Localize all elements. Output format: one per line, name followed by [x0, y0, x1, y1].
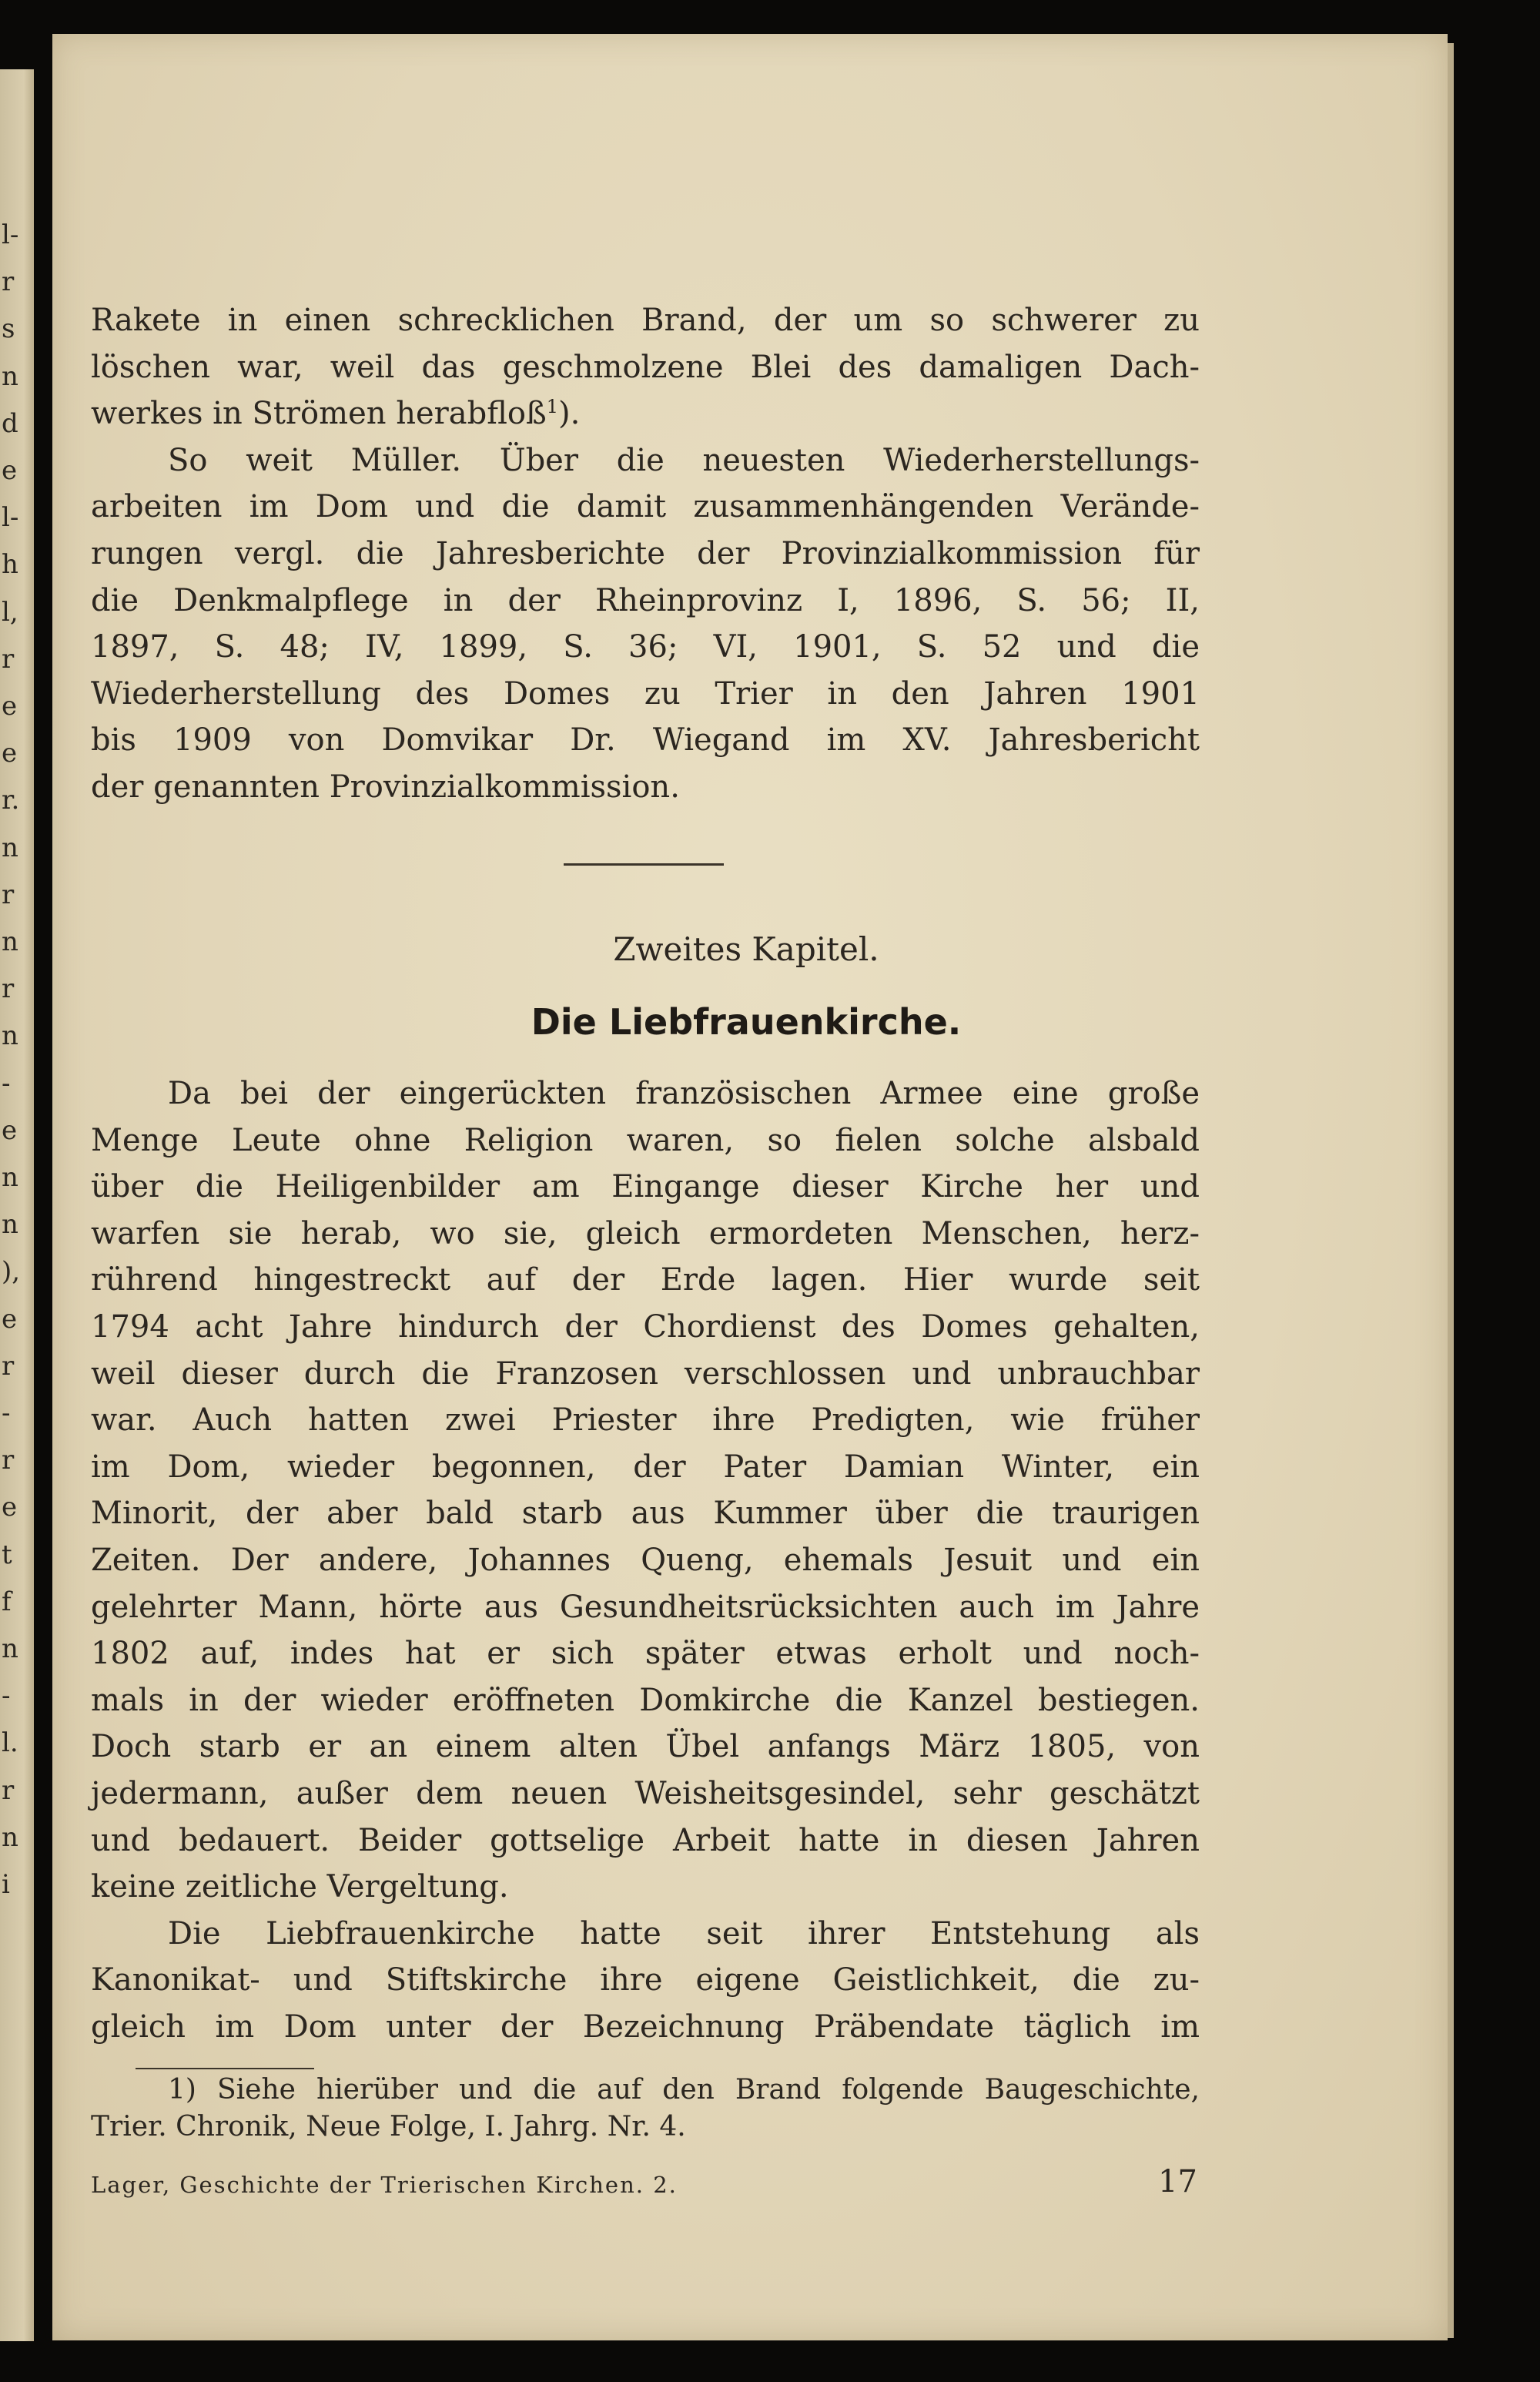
text-line: bis 1909 von Domvikar Dr. Wiegand im XV. Jahresbericht [91, 722, 1200, 759]
previous-page-letter: r [2, 1774, 15, 1806]
footnote-reference: 1 [546, 396, 558, 418]
previous-page-letter: l. [2, 1727, 18, 1759]
previous-page-letter: e [2, 1492, 18, 1523]
text-line: keine zeitliche Vergeltung. [91, 1869, 509, 1905]
previous-page-letter: e [2, 691, 18, 722]
chapter-title: Die Liebfrauenkirche. [531, 1001, 962, 1043]
previous-page-letter: i [2, 1869, 10, 1900]
previous-page-letter: n [2, 1821, 18, 1853]
text-line: 1794 acht Jahre hindurch der Chordienst des Domes gehalten, [91, 1308, 1200, 1345]
text-line: gelehrter Mann, hörte aus Gesundheitsrücksichten auch im Jahre [91, 1589, 1200, 1625]
previous-page-letter: - [2, 1680, 11, 1712]
chapter-label: Zweites Kapitel. [613, 930, 879, 968]
text-line: So weit Müller. Über die neuesten Wiederherstellungs- [168, 442, 1200, 478]
text-line: Die Liebfrauenkirche hatte seit ihrer Entstehung als [168, 1915, 1200, 1951]
text-line: Minorit, der aber bald starb aus Kummer über die traurigen [91, 1496, 1200, 1532]
previous-page-letter: r [2, 643, 15, 675]
text-line: rungen vergl. die Jahresberichte der Provinzialkommission für [91, 535, 1200, 571]
previous-page-letter: n [2, 1162, 18, 1193]
text-line: Zeiten. Der andere, Johannes Queng, ehemals Jesuit und ein [91, 1542, 1200, 1578]
previous-page-letter: r [2, 879, 15, 910]
text-line: jedermann, außer dem neuen Weisheitsgesindel, sehr geschätzt [91, 1775, 1200, 1811]
footnote-line: 1) Siehe hierüber und die auf den Brand folgende Baugeschichte, [168, 2074, 1200, 2106]
footnote [91, 2072, 1200, 2146]
previous-page-letter: r. [2, 785, 20, 816]
previous-page-letter: n [2, 1020, 18, 1052]
text-line: löschen war, weil das geschmolzene Blei des damaligen Dach- [91, 349, 1200, 385]
text-line: mals in der wieder eröffneten Domkirche die Kanzel bestiegen. [91, 1682, 1200, 1718]
previous-page-letter: f [2, 1586, 12, 1617]
continued-paragraph [91, 297, 1200, 811]
previous-page-letter: n [2, 360, 18, 392]
text-line: warfen sie herab, wo sie, gleich ermordeten Menschen, herz- [91, 1215, 1200, 1251]
previous-page-letter: l- [2, 502, 19, 534]
previous-page-letter: e [2, 455, 18, 486]
previous-page-letter: r [2, 1350, 15, 1382]
signature-line: Lager, Geschichte der Trierischen Kirchen. 2. [91, 2172, 678, 2198]
text-line: Menge Leute ohne Religion waren, so fielen solche alsbald [91, 1122, 1200, 1158]
text-line: der genannten Provinzialkommission. [91, 769, 680, 805]
section-divider [564, 863, 724, 866]
previous-page-letter: t [2, 1539, 12, 1570]
footnote-marker: 1) [168, 2074, 196, 2106]
text-line: weil dieser durch die Franzosen verschlossen und unbrauchbar [91, 1355, 1200, 1392]
previous-page-letter: - [2, 1398, 11, 1429]
footnote-rule [136, 2068, 314, 2069]
previous-page-letters [0, 0, 34, 2382]
text-line: und bedauert. Beider gottselige Arbeit hatte in diesen Jahren [91, 1822, 1200, 1858]
previous-page-letter: l, [2, 596, 18, 628]
previous-page-letter: e [2, 738, 18, 769]
page-number: 17 [1158, 2164, 1197, 2199]
chapter-body [91, 1070, 1200, 2050]
text-line: rührend hingestreckt auf der Erde lagen. Hier wurde seit [91, 1262, 1200, 1298]
text-line: gleich im Dom unter der Bezeichnung Präbendate täglich im [91, 2008, 1200, 2045]
text-line: arbeiten im Dom und die damit zusammenhängenden Verände- [91, 489, 1200, 525]
text-line: Da bei der eingerückten französischen Armee eine große [168, 1076, 1200, 1111]
previous-page-letter: l- [2, 219, 19, 250]
previous-page-letter: - [2, 1067, 11, 1099]
previous-page-letter: e [2, 1303, 18, 1335]
previous-page-letter: r [2, 266, 15, 298]
text-line: Rakete in einen schrecklichen Brand, der um so schwerer zu [91, 303, 1200, 338]
previous-page-letter: n [2, 926, 18, 957]
text-line: Wiederherstellung des Domes zu Trier in den Jahren 1901 [91, 675, 1200, 712]
previous-page-letter: d [2, 407, 18, 439]
previous-page-letter: r [2, 973, 15, 1005]
previous-page-letter: r [2, 1445, 15, 1476]
previous-page-letter: n [2, 1633, 18, 1664]
text-line: werkes in Strömen herabfloß$^1$). [91, 396, 581, 432]
text-line: im Dom, wieder begonnen, der Pater Damian Winter, ein [91, 1449, 1200, 1485]
text-line: war. Auch hatten zwei Priester ihre Predigten, wie früher [91, 1402, 1200, 1439]
text-line: die Denkmalpflege in der Rheinprovinz I, 1896, S. 56; II, [91, 582, 1200, 618]
previous-page-letter: n [2, 1209, 18, 1241]
text-line: 1802 auf, indes hat er sich später etwas erholt und noch- [91, 1636, 1200, 1672]
previous-page-letter: s [2, 313, 15, 345]
footnote-line: Trier. Chronik, Neue Folge, I. Jahrg. Nr. 4. [91, 2111, 686, 2142]
page-edge-right [1448, 43, 1454, 2338]
text-line: 1897, S. 48; IV, 1899, S. 36; VI, 1901, S. 52 und die [91, 629, 1200, 665]
previous-page-letter: h [2, 549, 18, 581]
previous-page-letter: ), [2, 1256, 21, 1288]
text-line: über die Heiligenbilder am Eingange dieser Kirche her und [91, 1169, 1200, 1205]
previous-page-letter: e [2, 1114, 18, 1146]
text-line: Kanonikat- und Stiftskirche ihre eigene Geistlichkeit, die zu- [91, 1962, 1200, 1998]
previous-page-letter: n [2, 832, 18, 863]
text-line: Doch starb er an einem alten Übel anfangs März 1805, von [91, 1729, 1200, 1765]
